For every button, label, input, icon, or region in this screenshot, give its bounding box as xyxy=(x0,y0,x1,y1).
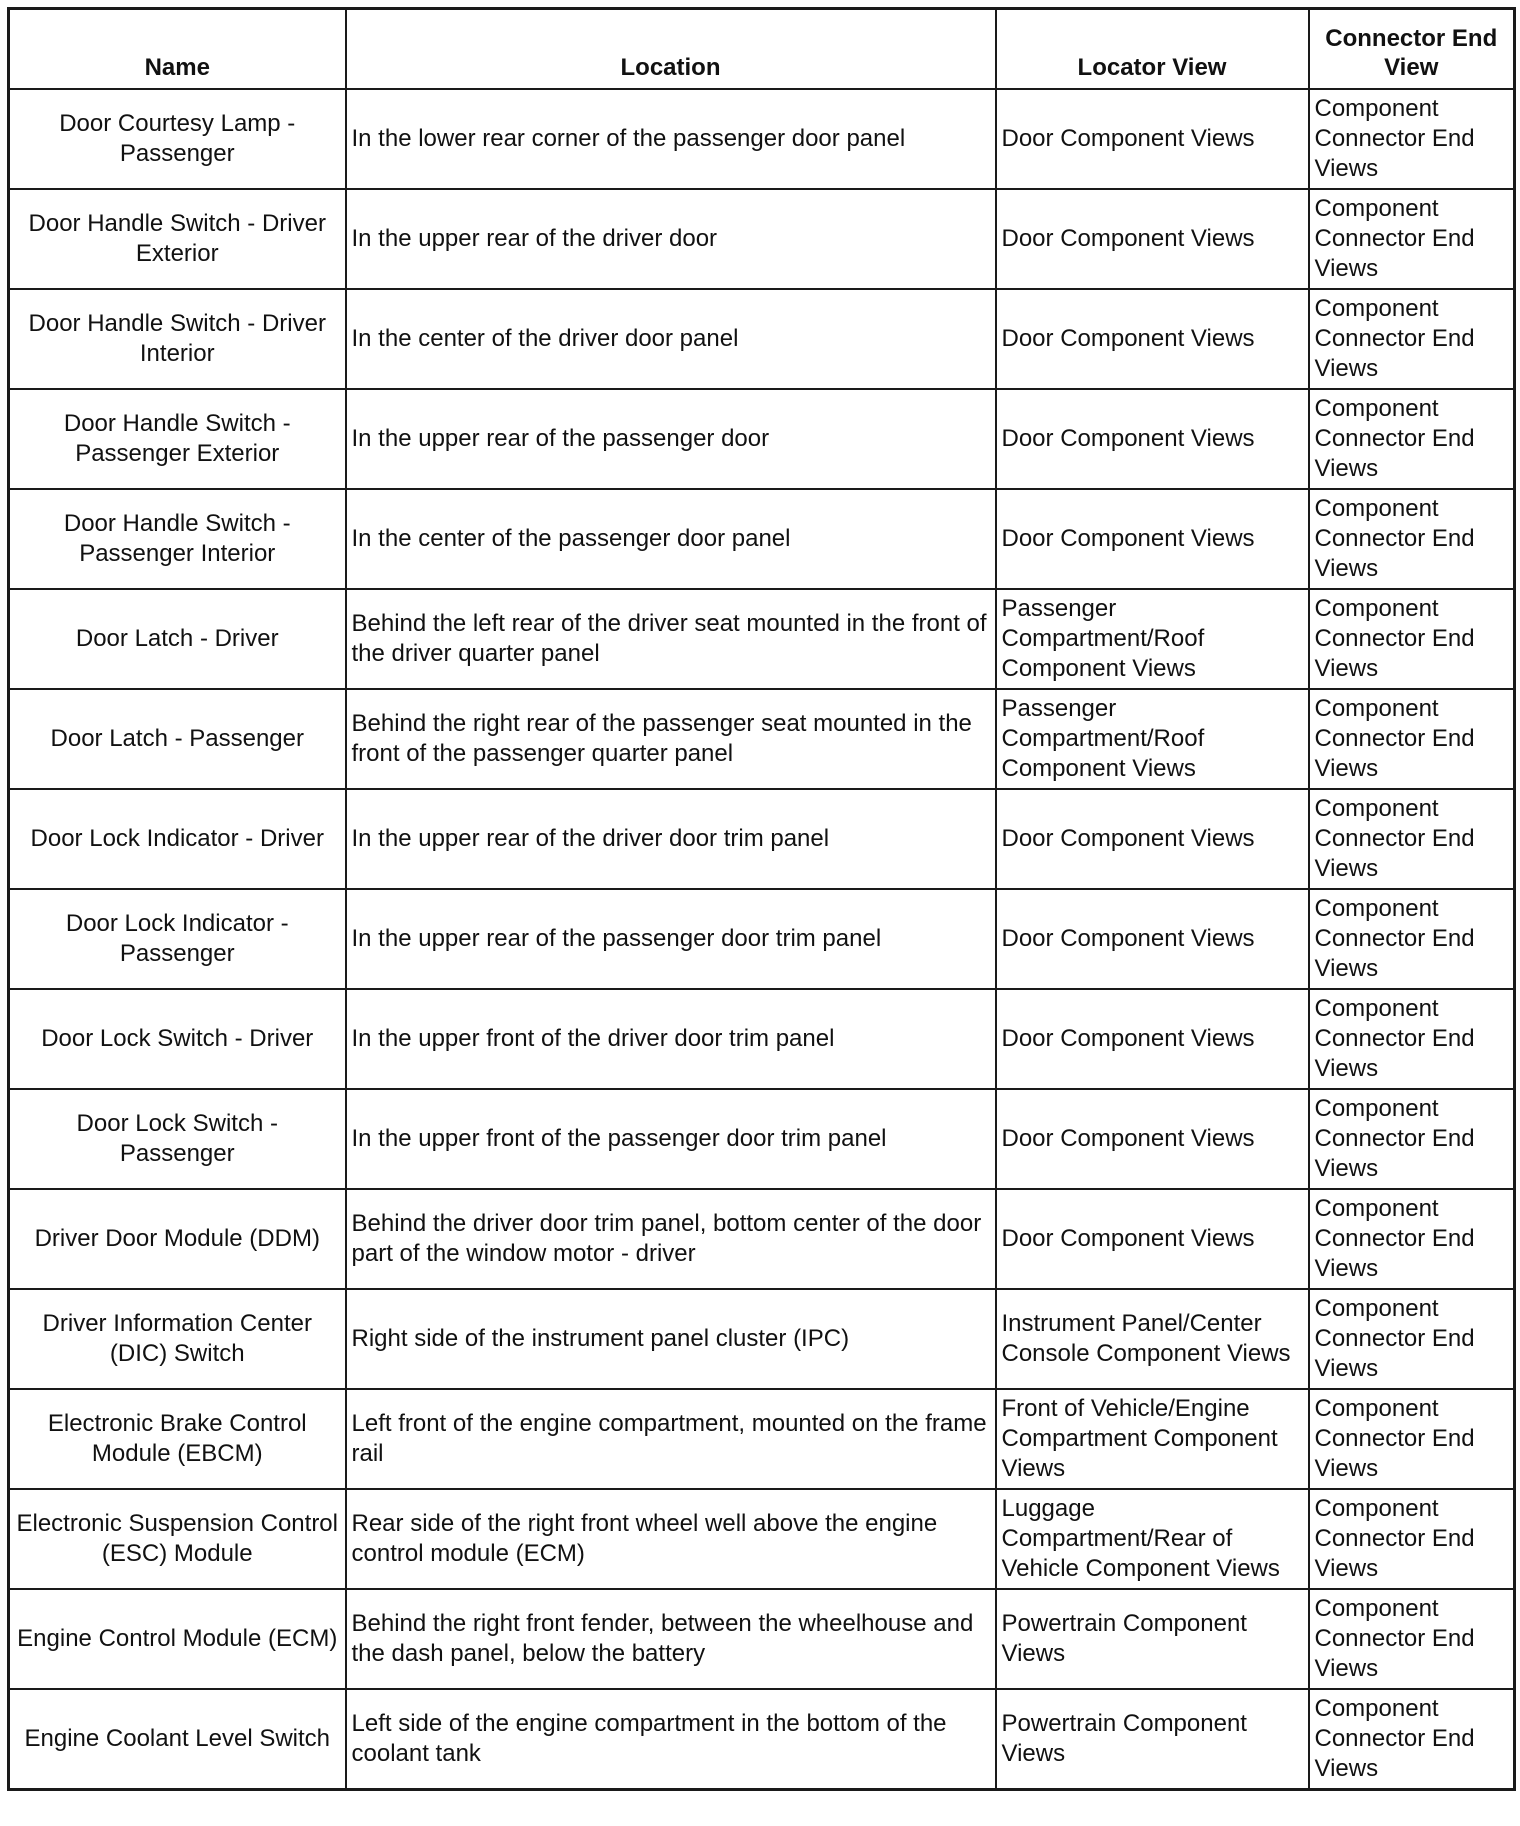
table-row xyxy=(9,1389,1515,1489)
cell-location: Behind the left rear of the driver seat mounted in the front of the driver quarter panel xyxy=(346,589,996,689)
header-location: Location xyxy=(346,9,996,90)
header-connector-end-view: Connector End View xyxy=(1309,9,1515,90)
table-row xyxy=(9,1489,1515,1589)
cell-location: Behind the driver door trim panel, bottom center of the door part of the window motor - driver xyxy=(346,1189,996,1289)
cell-connector-end-view: Component Connector End Views xyxy=(1309,289,1515,389)
cell-connector-end-view: Component Connector End Views xyxy=(1309,989,1515,1089)
cell-location: In the upper rear of the passenger door xyxy=(346,389,996,489)
cell-locator-view: Luggage Compartment/Rear of Vehicle Component Views xyxy=(996,1489,1309,1589)
cell-locator-view: Door Component Views xyxy=(996,489,1309,589)
cell-connector-end-view: Component Connector End Views xyxy=(1309,789,1515,889)
table-row xyxy=(9,189,1515,289)
cell-locator-view: Door Component Views xyxy=(996,89,1309,189)
cell-name: Electronic Brake Control Module (EBCM) xyxy=(9,1389,346,1489)
cell-locator-view: Door Component Views xyxy=(996,189,1309,289)
header-locator-view: Locator View xyxy=(996,9,1309,90)
cell-connector-end-view: Component Connector End Views xyxy=(1309,189,1515,289)
cell-name: Door Lock Switch - Passenger xyxy=(9,1089,346,1189)
cell-locator-view: Door Component Views xyxy=(996,289,1309,389)
cell-locator-view: Powertrain Component Views xyxy=(996,1689,1309,1790)
cell-locator-view: Passenger Compartment/Roof Component Views xyxy=(996,589,1309,689)
cell-location: Rear side of the right front wheel well above the engine control module (ECM) xyxy=(346,1489,996,1589)
table-row xyxy=(9,789,1515,889)
cell-connector-end-view: Component Connector End Views xyxy=(1309,1489,1515,1589)
cell-location: Behind the right front fender, between the wheelhouse and the dash panel, below the battery xyxy=(346,1589,996,1689)
cell-name: Door Latch - Driver xyxy=(9,589,346,689)
cell-location: Left front of the engine compartment, mounted on the frame rail xyxy=(346,1389,996,1489)
table-row xyxy=(9,689,1515,789)
cell-locator-view: Door Component Views xyxy=(996,789,1309,889)
cell-location: In the center of the driver door panel xyxy=(346,289,996,389)
cell-connector-end-view: Component Connector End Views xyxy=(1309,489,1515,589)
cell-name: Door Handle Switch - Passenger Interior xyxy=(9,489,346,589)
table-row xyxy=(9,1689,1515,1790)
table-row xyxy=(9,589,1515,689)
cell-location: Right side of the instrument panel cluster (IPC) xyxy=(346,1289,996,1389)
cell-location: Behind the right rear of the passenger seat mounted in the front of the passenger quarter panel xyxy=(346,689,996,789)
table-row xyxy=(9,489,1515,589)
cell-location: In the center of the passenger door panel xyxy=(346,489,996,589)
cell-location: In the upper rear of the passenger door trim panel xyxy=(346,889,996,989)
table-row xyxy=(9,89,1515,189)
cell-locator-view: Powertrain Component Views xyxy=(996,1589,1309,1689)
cell-connector-end-view: Component Connector End Views xyxy=(1309,389,1515,489)
cell-location: In the upper rear of the driver door trim panel xyxy=(346,789,996,889)
header-row xyxy=(9,9,1515,90)
cell-connector-end-view: Component Connector End Views xyxy=(1309,89,1515,189)
cell-name: Door Handle Switch - Passenger Exterior xyxy=(9,389,346,489)
table-row xyxy=(9,389,1515,489)
cell-connector-end-view: Component Connector End Views xyxy=(1309,1689,1515,1790)
cell-name: Engine Control Module (ECM) xyxy=(9,1589,346,1689)
cell-locator-view: Door Component Views xyxy=(996,389,1309,489)
table-row xyxy=(9,289,1515,389)
cell-connector-end-view: Component Connector End Views xyxy=(1309,1389,1515,1489)
cell-name: Door Handle Switch - Driver Interior xyxy=(9,289,346,389)
cell-locator-view: Passenger Compartment/Roof Component Views xyxy=(996,689,1309,789)
cell-locator-view: Instrument Panel/Center Console Component Views xyxy=(996,1289,1309,1389)
cell-connector-end-view: Component Connector End Views xyxy=(1309,1289,1515,1389)
cell-name: Driver Door Module (DDM) xyxy=(9,1189,346,1289)
cell-name: Engine Coolant Level Switch xyxy=(9,1689,346,1790)
cell-location: Left side of the engine compartment in the bottom of the coolant tank xyxy=(346,1689,996,1790)
cell-locator-view: Door Component Views xyxy=(996,889,1309,989)
table-row xyxy=(9,1089,1515,1189)
cell-name: Door Lock Switch - Driver xyxy=(9,989,346,1089)
cell-connector-end-view: Component Connector End Views xyxy=(1309,889,1515,989)
cell-name: Door Lock Indicator - Passenger xyxy=(9,889,346,989)
table-row xyxy=(9,1589,1515,1689)
table-row xyxy=(9,1189,1515,1289)
cell-connector-end-view: Component Connector End Views xyxy=(1309,689,1515,789)
cell-locator-view: Front of Vehicle/Engine Compartment Component Views xyxy=(996,1389,1309,1489)
table-row xyxy=(9,889,1515,989)
cell-name: Door Handle Switch - Driver Exterior xyxy=(9,189,346,289)
cell-connector-end-view: Component Connector End Views xyxy=(1309,1089,1515,1189)
cell-name: Electronic Suspension Control (ESC) Module xyxy=(9,1489,346,1589)
cell-locator-view: Door Component Views xyxy=(996,1089,1309,1189)
cell-locator-view: Door Component Views xyxy=(996,989,1309,1089)
component-locator-table xyxy=(7,7,1516,1791)
component-locator-table-wrap xyxy=(7,7,1516,1791)
cell-location: In the upper front of the passenger door trim panel xyxy=(346,1089,996,1189)
cell-name: Door Lock Indicator - Driver xyxy=(9,789,346,889)
cell-location: In the upper rear of the driver door xyxy=(346,189,996,289)
cell-locator-view: Door Component Views xyxy=(996,1189,1309,1289)
cell-name: Door Courtesy Lamp - Passenger xyxy=(9,89,346,189)
cell-name: Driver Information Center (DIC) Switch xyxy=(9,1289,346,1389)
table-row xyxy=(9,1289,1515,1389)
header-name: Name xyxy=(9,9,346,90)
table-row xyxy=(9,989,1515,1089)
cell-connector-end-view: Component Connector End Views xyxy=(1309,1589,1515,1689)
cell-name: Door Latch - Passenger xyxy=(9,689,346,789)
cell-connector-end-view: Component Connector End Views xyxy=(1309,1189,1515,1289)
cell-connector-end-view: Component Connector End Views xyxy=(1309,589,1515,689)
cell-location: In the lower rear corner of the passenger door panel xyxy=(346,89,996,189)
cell-location: In the upper front of the driver door trim panel xyxy=(346,989,996,1089)
